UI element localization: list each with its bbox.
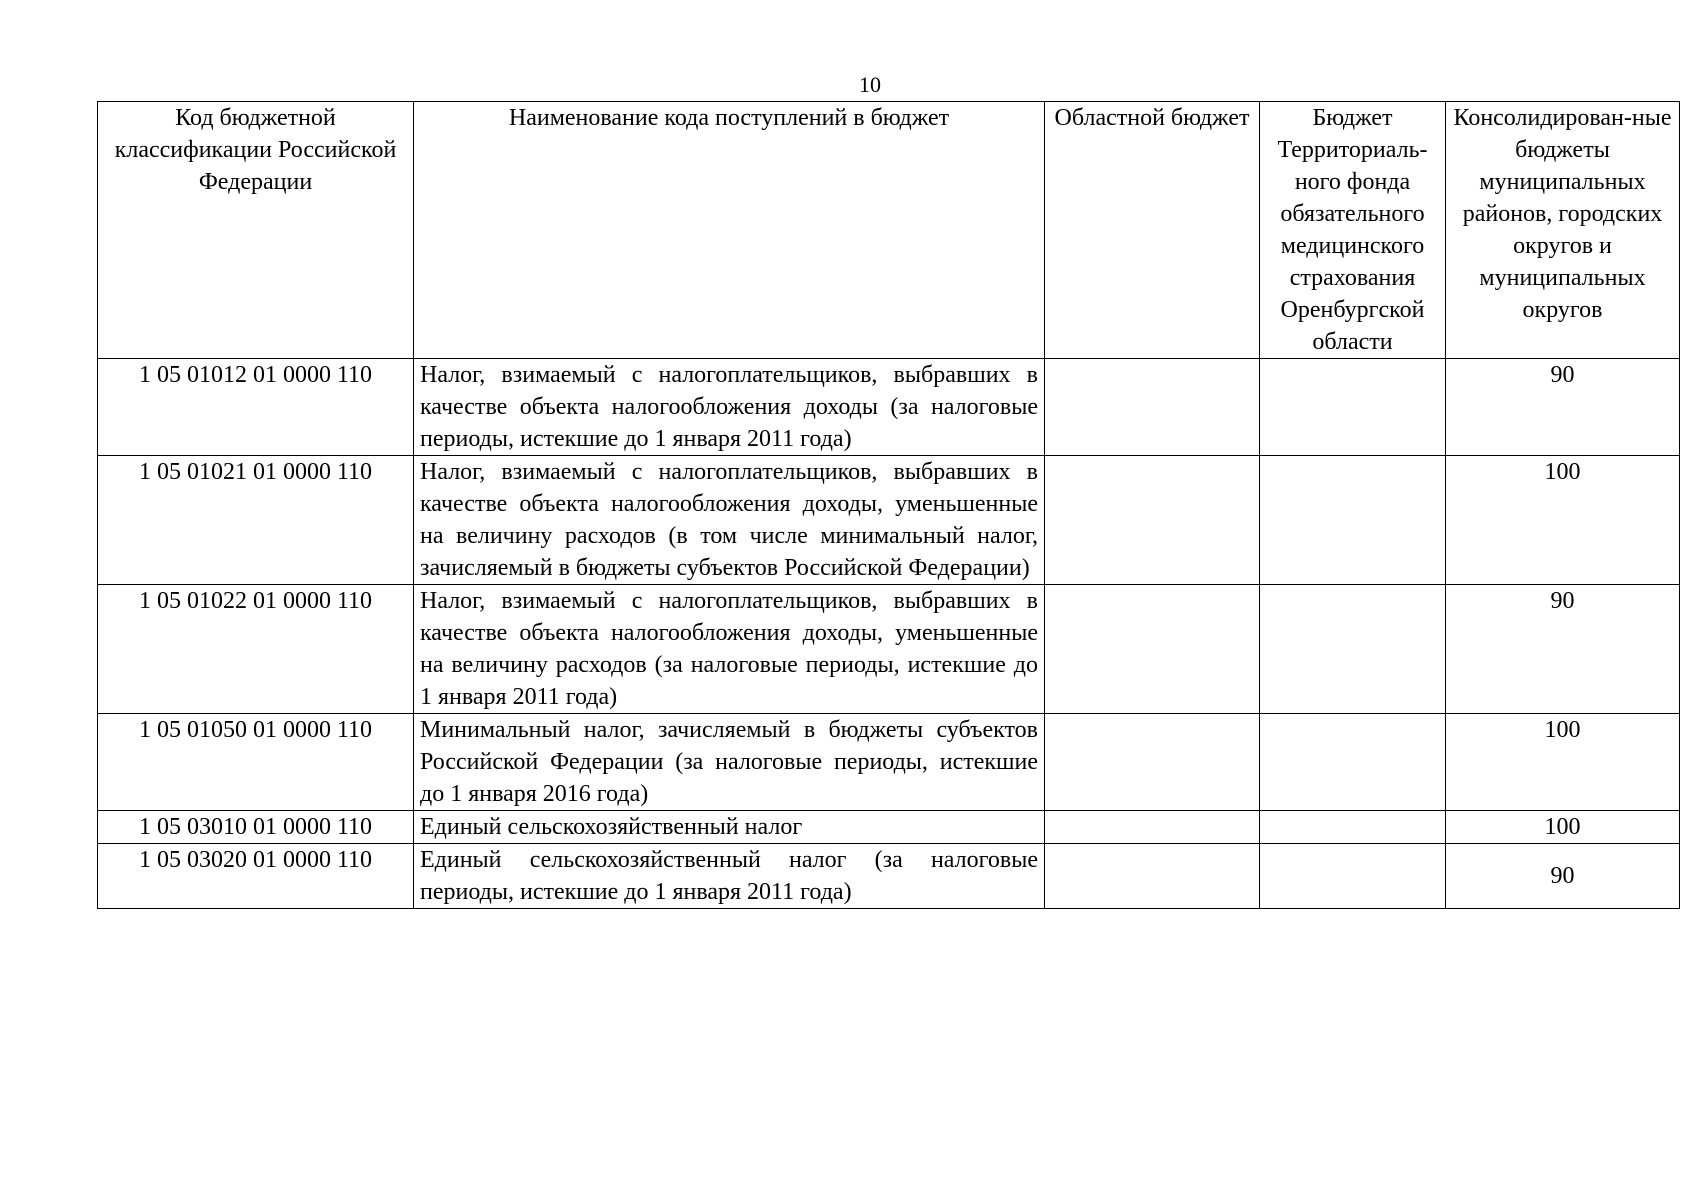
name-cell: Минимальный налог, зачисляемый в бюджеты субъектов Российской Федерации (за налоговые периоды, истекшие до 1 января 2016 года) (414, 714, 1045, 811)
municipal-cell: 90 (1446, 585, 1680, 714)
regional-cell (1045, 714, 1260, 811)
regional-cell (1045, 811, 1260, 844)
header-tfoms-budget: Бюджет Территориаль-ного фонда обязательного медицинского страхования Оренбургской области (1260, 102, 1446, 359)
header-regional-budget: Областной бюджет (1045, 102, 1260, 359)
regional-cell (1045, 456, 1260, 585)
name-cell: Налог, взимаемый с налогоплательщиков, выбравших в качестве объекта налогообложения доходы, уменьшенные на величину расходов (за налоговые периоды, истекшие до 1 января 2011 года) (414, 585, 1045, 714)
page-number: 10 (859, 72, 881, 97)
tfoms-cell (1260, 714, 1446, 811)
tfoms-cell (1260, 359, 1446, 456)
regional-cell (1045, 844, 1260, 909)
code-cell: 1 05 01012 01 0000 110 (98, 359, 414, 456)
tfoms-cell (1260, 585, 1446, 714)
table-row (98, 585, 1680, 714)
header-code: Код бюджетной классификации Российской Федерации (98, 102, 414, 359)
name-cell: Налог, взимаемый с налогоплательщиков, выбравших в качестве объекта налогообложения доходы, уменьшенные на величину расходов (в том числе минимальный налог, зачисляемый в бюджеты субъектов Российской Федерации) (414, 456, 1045, 585)
name-cell: Налог, взимаемый с налогоплательщиков, выбравших в качестве объекта налогообложения доходы (за налоговые периоды, истекшие до 1 января 2011 года) (414, 359, 1045, 456)
table-row (98, 811, 1680, 844)
code-cell: 1 05 01021 01 0000 110 (98, 456, 414, 585)
code-cell: 1 05 03020 01 0000 110 (98, 844, 414, 909)
header-name: Наименование кода поступлений в бюджет (414, 102, 1045, 359)
name-cell: Единый сельскохозяйственный налог (414, 811, 1045, 844)
table-row (98, 844, 1680, 909)
budget-revenue-table (97, 101, 1680, 909)
table-row (98, 714, 1680, 811)
table-row (98, 456, 1680, 585)
code-cell: 1 05 01050 01 0000 110 (98, 714, 414, 811)
municipal-cell: 100 (1446, 714, 1680, 811)
table-header-row (98, 102, 1680, 359)
table-row (98, 359, 1680, 456)
tfoms-cell (1260, 456, 1446, 585)
municipal-cell: 100 (1446, 456, 1680, 585)
municipal-cell: 90 (1446, 844, 1680, 909)
code-cell: 1 05 01022 01 0000 110 (98, 585, 414, 714)
tfoms-cell (1260, 811, 1446, 844)
municipal-cell: 90 (1446, 359, 1680, 456)
regional-cell (1045, 359, 1260, 456)
header-municipal-budgets: Консолидирован-ные бюджеты муниципальных районов, городских округов и муниципальных округов (1446, 102, 1680, 359)
municipal-cell: 100 (1446, 811, 1680, 844)
name-cell: Единый сельскохозяйственный налог (за налоговые периоды, истекшие до 1 января 2011 года) (414, 844, 1045, 909)
tfoms-cell (1260, 844, 1446, 909)
regional-cell (1045, 585, 1260, 714)
code-cell: 1 05 03010 01 0000 110 (98, 811, 414, 844)
